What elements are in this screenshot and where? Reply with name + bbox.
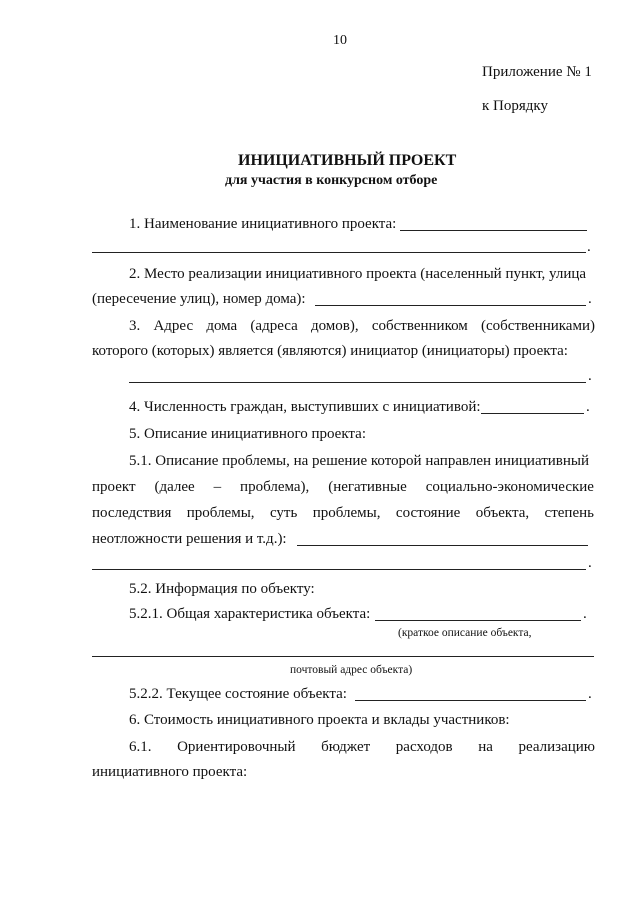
item-6-label: 6. Стоимость инициативного проекта и вклады участников: [129,712,510,728]
item-1-label: 1. Наименование инициативного проекта: [129,216,397,232]
item-5-2-2-fill-line [355,700,586,701]
item-5-1-fill-line-2 [92,569,586,570]
appendix-label: Приложение № 1 [482,64,592,80]
page-number: 10 [333,33,347,48]
item-5-2-label: 5.2. Информация по объекту: [129,581,315,597]
item-5-1-line-2: проект (далее – проблема), (негативные социально-экономические [92,479,594,495]
item-4-fill-line [481,413,584,414]
item-1-fill-line-2 [92,252,586,253]
item-5-2-1-label: 5.2.1. Общая характеристика объекта: [129,606,371,622]
order-reference: к Порядку [482,98,548,114]
item-1-period: . [587,239,591,255]
item-6-1-line-2: инициативного проекта: [92,764,248,780]
item-3-line-2: которого (которых) является (являются) инициатор (инициаторы) проекта: [92,343,568,359]
item-5-1-line-3: последствия проблемы, суть проблемы, состояние объекта, степень [92,505,594,521]
item-3-period: . [588,368,592,384]
item-5-2-2-label: 5.2.2. Текущее состояние объекта: [129,686,347,702]
item-5-2-1-fill-line-2 [92,656,594,657]
item-3-line-1: 3. Адрес дома (адреса домов), собственником (собственниками) [129,318,595,334]
item-6-1-line-1: 6.1. Ориентировочный бюджет расходов на реализацию [129,739,595,755]
item-5-1-period: . [588,555,592,571]
item-2-fill-line [315,305,586,306]
item-5-2-2-period: . [588,686,592,702]
item-5-1-fill-line [297,545,588,546]
item-5-1-line-1: 5.1. Описание проблемы, на решение которой направлен инициативный [129,453,590,469]
item-5-2-1-fill-line [375,620,581,621]
item-4-label: 4. Численность граждан, выступивших с инициативой: [129,399,481,415]
document-title: ИНИЦИАТИВНЫЙ ПРОЕКТ [238,152,457,169]
item-3-fill-line [129,382,586,383]
item-5-2-1-hint-1: (краткое описание объекта, [398,627,532,639]
item-5-label: 5. Описание инициативного проекта: [129,426,366,442]
item-1-fill-line [400,230,587,231]
item-5-2-1-hint-2: почтовый адрес объекта) [290,664,413,676]
item-5-1-line-4: неотложности решения и т.д.): [92,531,287,547]
item-5-2-1-period: . [583,606,587,622]
item-4-period: . [586,399,590,415]
document-subtitle: для участия в конкурсном отборе [225,173,438,188]
item-2-period: . [588,291,592,307]
item-2-line-1: 2. Место реализации инициативного проекта (населенный пункт, улица [129,266,587,282]
item-2-line-2: (пересечение улиц), номер дома): [92,291,306,307]
